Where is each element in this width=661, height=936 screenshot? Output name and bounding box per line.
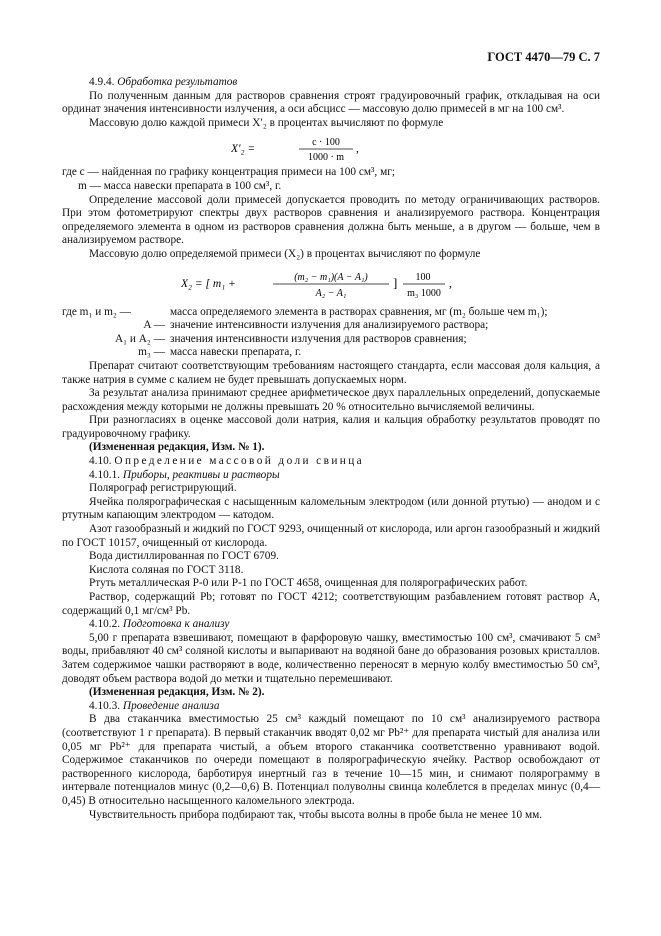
- formula-1-tail: ,: [356, 143, 359, 156]
- definition-text: масса определяемого элемента в растворах сравнения, мг (m₂ больше чем m₁);: [170, 305, 548, 318]
- paragraph: Чувствительность прибора подбирают так, чтобы высота волны в пробе была не менее 10 мм.: [89, 808, 543, 821]
- document-body: [62, 76, 600, 822]
- definition-row: [62, 319, 548, 333]
- definition-text: значение интенсивности излучения для анализируемого раствора;: [170, 319, 489, 332]
- formula-2-numerator: (m₂ − m₁)(A − A₁): [294, 271, 368, 283]
- list-item: Вода дистиллированная по ГОСТ 6709.: [89, 550, 279, 563]
- formula-1-numerator: c · 100: [312, 137, 340, 149]
- page-header: ГОСТ 4470—79 С. 7: [487, 50, 600, 64]
- section-title: Приборы, реактивы и растворы: [122, 468, 280, 481]
- list-item: Кислота соляная по ГОСТ 3118.: [89, 563, 244, 576]
- section-number: 4.10.: [89, 455, 112, 468]
- formula-2-tail: ,: [449, 277, 452, 290]
- paragraph: Массовую долю каждой примеси X′₂ в процентах вычисляют по формуле: [89, 116, 444, 129]
- definition-row: [62, 306, 548, 320]
- paragraph: Определение массовой доли примесей допускается проводить по методу ограничивающих растворов. При этом фотометрируют спектры двух растворов сравнения и анализируемого раствора. Концентрация определяемого элемента в одном из растворов сравнения должна быть меньше, а в другом — больше, чем в анализируемом растворе.: [62, 193, 600, 247]
- definitions-table: [62, 306, 548, 360]
- paragraph: По полученным данным для растворов сравнения строят градуировочный график, откладывая на оси ординат значения интенсивности излучения, а оси абсцисс — массовую долю примесей в мг на 100 см³.: [62, 89, 600, 116]
- paragraph: 5,00 г препарата взвешивают, помещают в фарфоровую чашку, вместимостью 100 см³, смачивают 5 см³ воды, прибавляют 40 см³ соляной кислоты и выпаривают на водяной бане до образования розовых кристаллов. Затем содержимое чашки растворяют в воде, количественно переносят в мерную колбу вместимостью 50 см³, доводят объем раствора водой до метки и тщательно перемешивают.: [62, 631, 600, 685]
- section-title: Проведение анализа: [122, 699, 220, 712]
- formula-1-lhs: X′₂ =: [231, 143, 256, 156]
- section-number: 4.10.1.: [89, 468, 121, 481]
- formula-1-denominator: 1000 · m: [307, 152, 345, 163]
- formula-2-denominator: A₂ − A₁: [315, 287, 347, 299]
- section-number: 4.9.4.: [89, 76, 115, 88]
- definition-symbol: A —: [143, 319, 165, 332]
- definition-symbol: m₃ —: [138, 346, 165, 359]
- section-title: Подготовка к анализу: [122, 618, 230, 631]
- formula-1-svg: [231, 134, 431, 162]
- definition-row: [62, 333, 548, 347]
- definition-symbol: где m₁ и m₂ —: [62, 305, 131, 318]
- definition-symbol: A₁ и A₂ —: [114, 332, 165, 345]
- list-item: Ртуть металлическая Р-0 или Р-1 по ГОСТ 4658, очищенная для полярографических работ.: [89, 577, 528, 590]
- formula-2-numerator-2: 100: [415, 271, 431, 283]
- formula-2-svg: [181, 268, 481, 300]
- paragraph: В два стаканчика вместимостью 25 см³ каждый помещают по 10 см³ анализируемого раствора (соответствуют 1 г препарата). В первый стаканчик вводят 0,02 мг Pb²⁺ для препарата чистый для анализа или 0,05 мг Pb²⁺ для препарата чистый, а объем второго стаканчика соответственно уравнивают водой. Содержимое стаканчиков по очереди помещают в полярографическую ячейку. Раствор освобождают от растворенного кислорода, барботируя инертный газ в течение 10—15 мин, и снимают полярограмму в интервале потенциалов минус (0,2—0,6) В. Потенциал полуволны свинца колеблется в пределах минус (0,4—0,45) В относительно насыщенного каломельного электрода.: [62, 713, 600, 807]
- paragraph: За результат анализа принимают среднее арифметическое двух параллельных определений, допускаемые расхождения между которыми не должны превышать 20 % относительно вычисляемой величины.: [62, 387, 600, 413]
- definition-text: значения интенсивности излучения для растворов сравнения;: [170, 332, 467, 345]
- section-4-10-3-heading: [62, 700, 600, 714]
- definition-c: где c — найденная по графику концентрация примеси на 100 см³, мг;: [62, 166, 395, 179]
- definition-row: [62, 346, 548, 360]
- section-number: 4.10.2.: [89, 618, 121, 631]
- definition-m: m — масса навески препарата в 100 см³, г.: [78, 179, 282, 192]
- list-item: Раствор, содержащий Pb; готовят по ГОСТ 4212; соответствующим разбавлением готовят раствор А, содержащий 0,1 мг/см³ Pb.: [62, 591, 600, 617]
- amendment-note: (Измененная редакция, Изм. № 1).: [89, 441, 265, 454]
- section-4-10-2-heading: [62, 618, 600, 632]
- paragraph: Препарат считают соответствующим требованиям настоящего стандарта, если массовая доля кальция, а также натрия в сумме с калием не будет превышать допускаемых норм.: [62, 359, 600, 386]
- formula-1: [62, 134, 600, 163]
- definition-text: масса навески препарата, г.: [170, 346, 302, 359]
- list-item: Полярограф регистрирующий.: [89, 482, 237, 495]
- section-4-10-1-heading: [62, 469, 600, 483]
- paragraph: Массовую долю определяемой примеси (X₂) в процентах вычисляют по формуле: [89, 247, 481, 260]
- section-4-9-4-heading: [62, 76, 600, 90]
- formula-2-denominator-2: m₃ 1000: [407, 287, 441, 299]
- section-title: Обработка результатов: [117, 76, 238, 88]
- section-title: Определение массовой доли свинца: [114, 455, 365, 468]
- formula-2-lhs: X₂ = [ m₁ +: [181, 277, 236, 290]
- section-number: 4.10.3.: [89, 699, 121, 712]
- formula-2-bracket: ]: [393, 274, 398, 290]
- formula-2: [62, 268, 600, 298]
- list-item: Ячейка полярографическая с насыщенным каломельным электродом (или донной ртутью) — анодом и с ртутным капающим электродом — катодом.: [62, 495, 600, 522]
- list-item: Азот газообразный и жидкий по ГОСТ 9293, очищенный от кислорода, или аргон газообразный и жидкий по ГОСТ 10157, очищенный от кислорода.: [62, 523, 600, 549]
- paragraph: При разногласиях в оценке массовой доли натрия, калия и кальция обработку результатов проводят по градуировочному графику.: [62, 414, 600, 440]
- amendment-note: (Измененная редакция, Изм. № 2).: [89, 686, 265, 699]
- section-4-10-heading: [62, 455, 600, 469]
